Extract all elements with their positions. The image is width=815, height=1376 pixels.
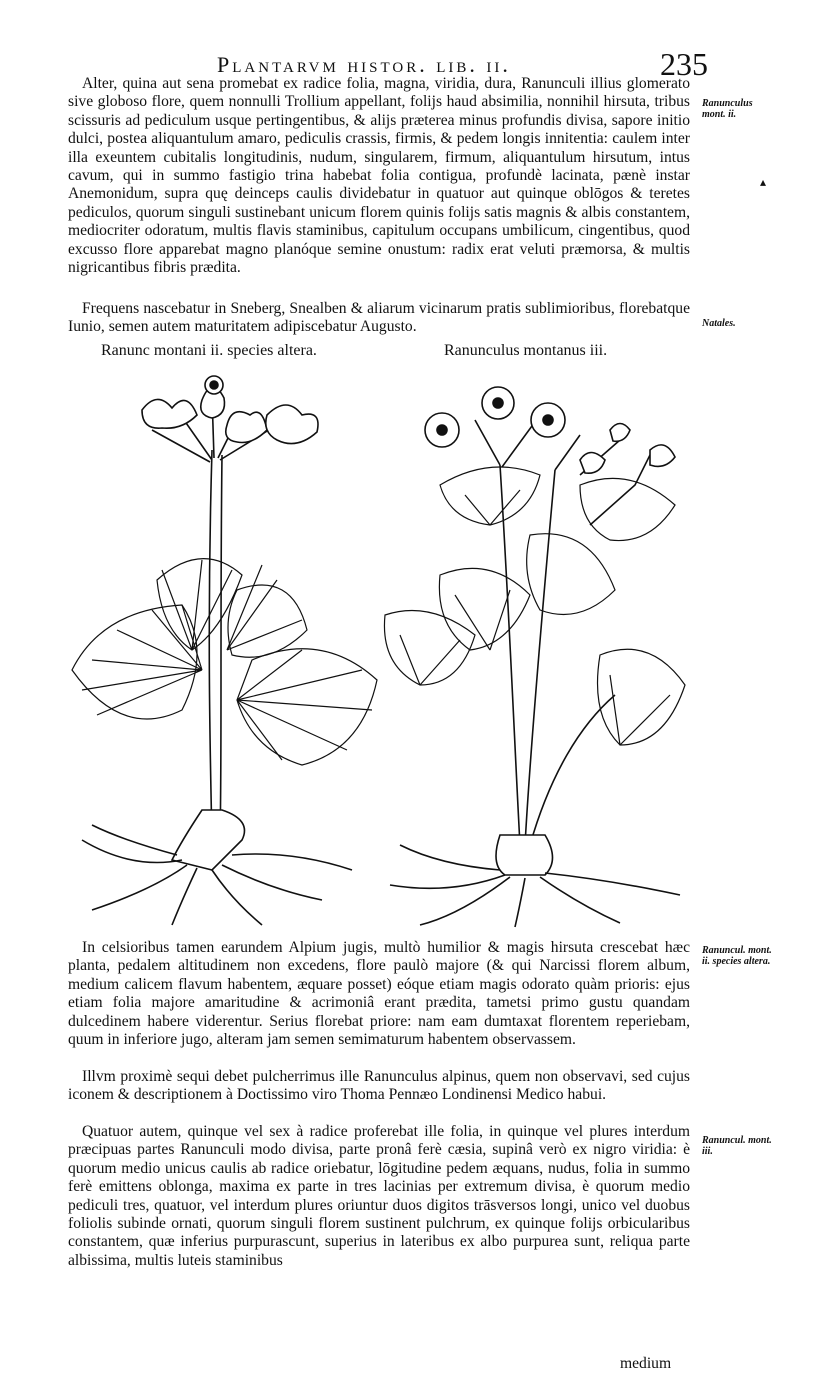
page-number: 235: [660, 46, 708, 82]
paragraph-description-2: In celsioribus tamen earundem Alpium jugis, multò humilior & magis hirsuta crescebat hæc planta, pedalem altitudinem non excedens, flore paulò majore (& qui Narcissi florem album, medium calicem flavum habentem, æquare posset) eóque etiam magis odorato quàm prioris: ejus etiam folia majore amaritudine & acrimoniâ erant prædita, tametsi primo gustu quandam dulcedinem habere viderentur. Serius florebat priore: nam eam dumtaxat florentem reperiebam, quum in inferiore jugo, alteram jam semen semimaturum habentem observassem.: [68, 939, 690, 1049]
paragraph-habitat: Frequens nascebatur in Sneberg, Snealben & aliarum vicinarum pratis sublimioribus, florebatque Iunio, semen autem maturitatem adipiscebatur Augusto.: [68, 300, 690, 336]
margin-note-ranunculus-3: Ranuncul. mont. iii.: [702, 1135, 772, 1157]
figure-caption-right: Ranunculus montanus iii.: [444, 342, 608, 359]
woodcut-illustration-right: [380, 375, 690, 930]
margin-note-natales: Natales.: [702, 318, 736, 329]
woodcut-illustration-left: [62, 370, 382, 930]
margin-note-species-altera: Ranuncul. mont. ii. species altera.: [702, 945, 772, 967]
catchword: medium: [620, 1355, 672, 1372]
marginal-mark: ▴: [760, 175, 767, 189]
figure-caption-left: Ranunc montani ii. species altera.: [101, 342, 317, 359]
plant-woodcut-left: [62, 370, 382, 930]
running-title: Plantarvm histor. lib. ii.: [217, 52, 511, 77]
paragraph-description-4: Quatuor autem, quinque vel sex à radice proferebat ille folia, in quinque vel plures interdum præcipuas partes Ranunculi modo divisa, parte pronâ ferè cæsia, supinâ verò ex nigro viridia: è quorum medio unicus caulis ab radice oriebatur, lōgitudine pedem æquans, nudus, folia in summo ferè emittens oblonga, maxima ex parte in tres lacinias per extremum divisa, è quorum medio pediculi tres, quatuor, vel interdum plures oriuntur duos digitos trāsversos longi, unico vel duobus foliolis subinde ornati, quorum singuli florem sustinent pulchrum, ex quinque folijs orbicularibus constantem, quæ inferius purpurascunt, superius in lateribus ex albo purpurea sunt, reliqua parte albissima, multis luteis staminibus: [68, 1123, 690, 1269]
paragraph-description-3: Illvm proximè sequi debet pulcherrimus ille Ranunculus alpinus, quem non observavi, sed cujus iconem & descriptionem à Doctissimo viro Thoma Pennæo Londinensi Medico habui.: [68, 1068, 690, 1104]
paragraph-description-1: Alter, quina aut sena promebat ex radice folia, magna, viridia, dura, Ranunculi illius glomerato sive globoso flore, quem nonnulli Trollium appellant, folijs haud absimilia, nonnihil hirsuta, tribus scissuris ad pediculum usque pertingentibus, & alijs præterea minus profundis divisa, sapore initio dulci, postea aliquantulum amaro, pediculis crassis, firmis, & pedem longis innitentia: caulem inter illa exeuntem cubitalis longitudinis, nudum, singularem, firmum, aliquantulum hirsutum, intus cavum, qui in summo fastigio trina habebat folia contigua, profundè lacinata, pænè instar Anemonidum, supra quę deinceps caulis dividebatur in quatuor aut quinque oblōgos & teretes pediculos, quorum singuli sustinebant unicum florem quinis folijs satis magnis & albis constantem, mediocriter odoratum, multis flavis staminibus, capitulum occupans umbilicum, cingentibus, quod excusso flore apparebat magno planóque semine onustum: radix erat veluti præmorsa, & multis nigricantibus fibris prædita.: [68, 75, 690, 277]
margin-note-ranunculus-1: Ranunculus mont. ii.: [702, 98, 753, 120]
plant-woodcut-right: [380, 375, 690, 930]
